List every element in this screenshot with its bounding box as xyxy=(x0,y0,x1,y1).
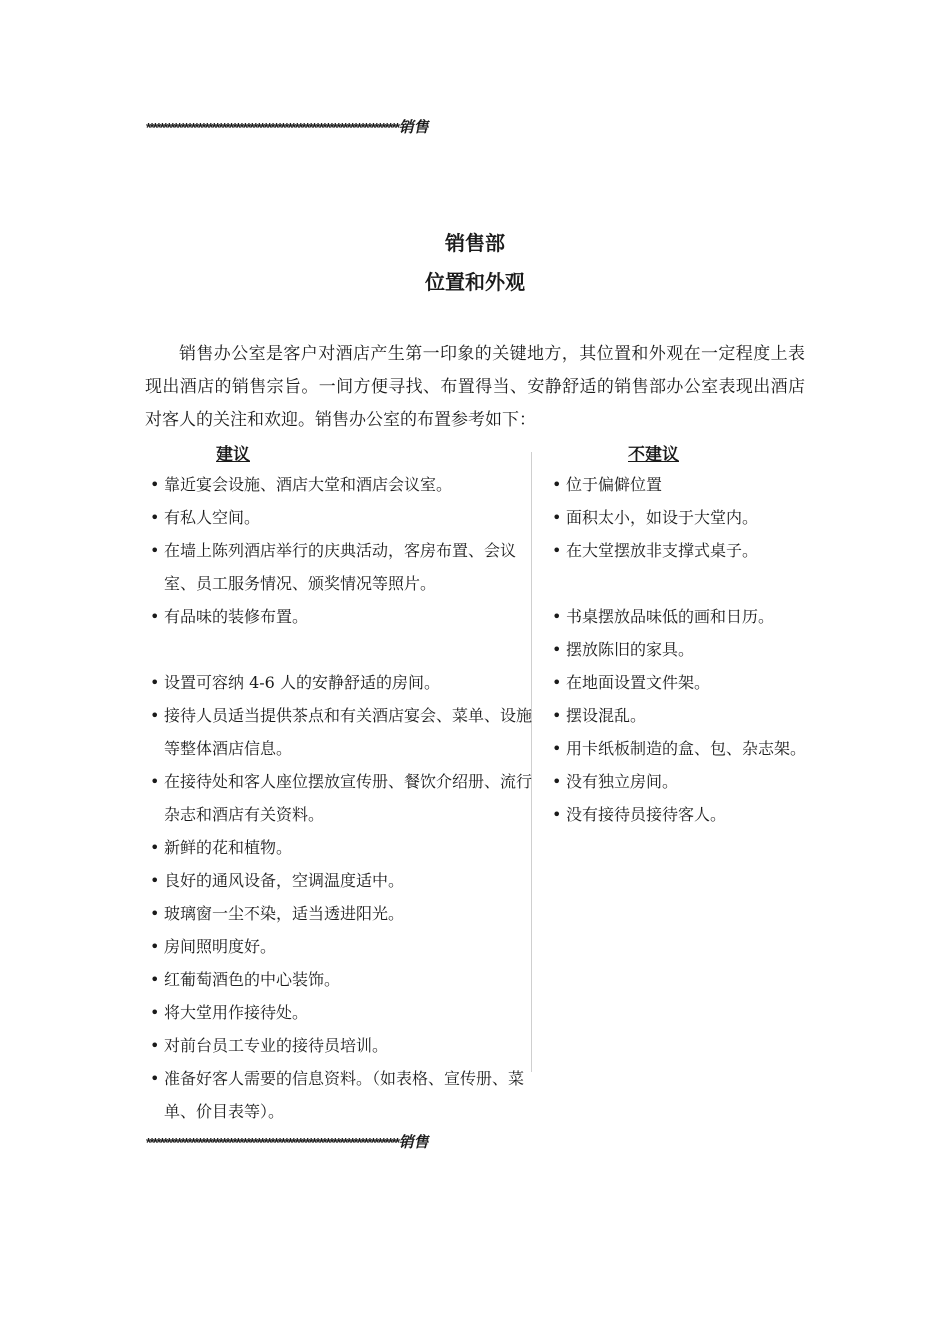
list-item: • 靠近宴会设施、酒店大堂和酒店会议室。 xyxy=(148,468,533,501)
list-item: • 在墙上陈列酒店举行的庆典活动，客房布置、会议室、员工服务情况、颁奖情况等照片。 xyxy=(148,534,533,600)
footer-department: 销售 xyxy=(398,1134,429,1151)
list-item: • 书桌摆放品味低的画和日历。 xyxy=(550,600,810,633)
list-item: • 面积太小，如设于大堂内。 xyxy=(550,501,810,534)
list-item: • 在大堂摆放非支撑式桌子。 xyxy=(550,534,810,567)
list-item: • 对前台员工专业的接待员培训。 xyxy=(148,1029,533,1062)
recommended-list xyxy=(148,468,533,1128)
header-stars: ************************************************************************* xyxy=(146,120,399,135)
list-item: • 用卡纸板制造的盒、包、杂志架。 xyxy=(550,732,810,765)
not-recommended-list xyxy=(550,468,810,831)
footer-stars: ************************************************************************* xyxy=(146,1135,399,1150)
page-header xyxy=(146,116,786,137)
list-item: • 玻璃窗一尘不染，适当透进阳光。 xyxy=(148,897,533,930)
not-recommended-heading: 不建议 xyxy=(628,445,679,465)
list-item: • 有品味的装修布置。 xyxy=(148,600,533,633)
page-subtitle: 位置和外观 xyxy=(425,270,525,294)
list-item: • 将大堂用作接待处。 xyxy=(148,996,533,1029)
list-item: • 在地面设置文件架。 xyxy=(550,666,810,699)
list-item: • 没有独立房间。 xyxy=(550,765,810,798)
list-item: • 良好的通风设备，空调温度适中。 xyxy=(148,864,533,897)
list-item: • 设置可容纳 4-6 人的安静舒适的房间。 xyxy=(148,666,533,699)
list-item: • 红葡萄酒色的中心装饰。 xyxy=(148,963,533,996)
list-item: • 准备好客人需要的信息资料。（如表格、宣传册、菜单、价目表等）。 xyxy=(148,1062,533,1128)
list-item: • 摆设混乱。 xyxy=(550,699,810,732)
recommended-heading: 建议 xyxy=(216,445,250,465)
page-footer xyxy=(146,1131,786,1152)
intro-paragraph: 销售办公室是客户对酒店产生第一印象的关键地方，其位置和外观在一定程度上表现出酒店的销售宗旨。一间方便寻找、布置得当、安静舒适的销售部办公室表现出酒店对客人的关注和欢迎。销售办公室的布置参考如下： xyxy=(145,344,805,430)
list-item: • 位于偏僻位置 xyxy=(550,468,810,501)
list-item: • 在接待处和客人座位摆放宣传册、餐饮介绍册、流行杂志和酒店有关资料。 xyxy=(148,765,533,831)
list-item: • 房间照明度好。 xyxy=(148,930,533,963)
list-item: • 摆放陈旧的家具。 xyxy=(550,633,810,666)
list-item: • 新鲜的花和植物。 xyxy=(148,831,533,864)
list-item: • 有私人空间。 xyxy=(148,501,533,534)
list-item: • 接待人员适当提供茶点和有关酒店宴会、菜单、设施等整体酒店信息。 xyxy=(148,699,533,765)
page-title: 销售部 xyxy=(445,231,505,255)
list-item: • 没有接待员接待客人。 xyxy=(550,798,810,831)
header-department: 销售 xyxy=(398,119,429,136)
